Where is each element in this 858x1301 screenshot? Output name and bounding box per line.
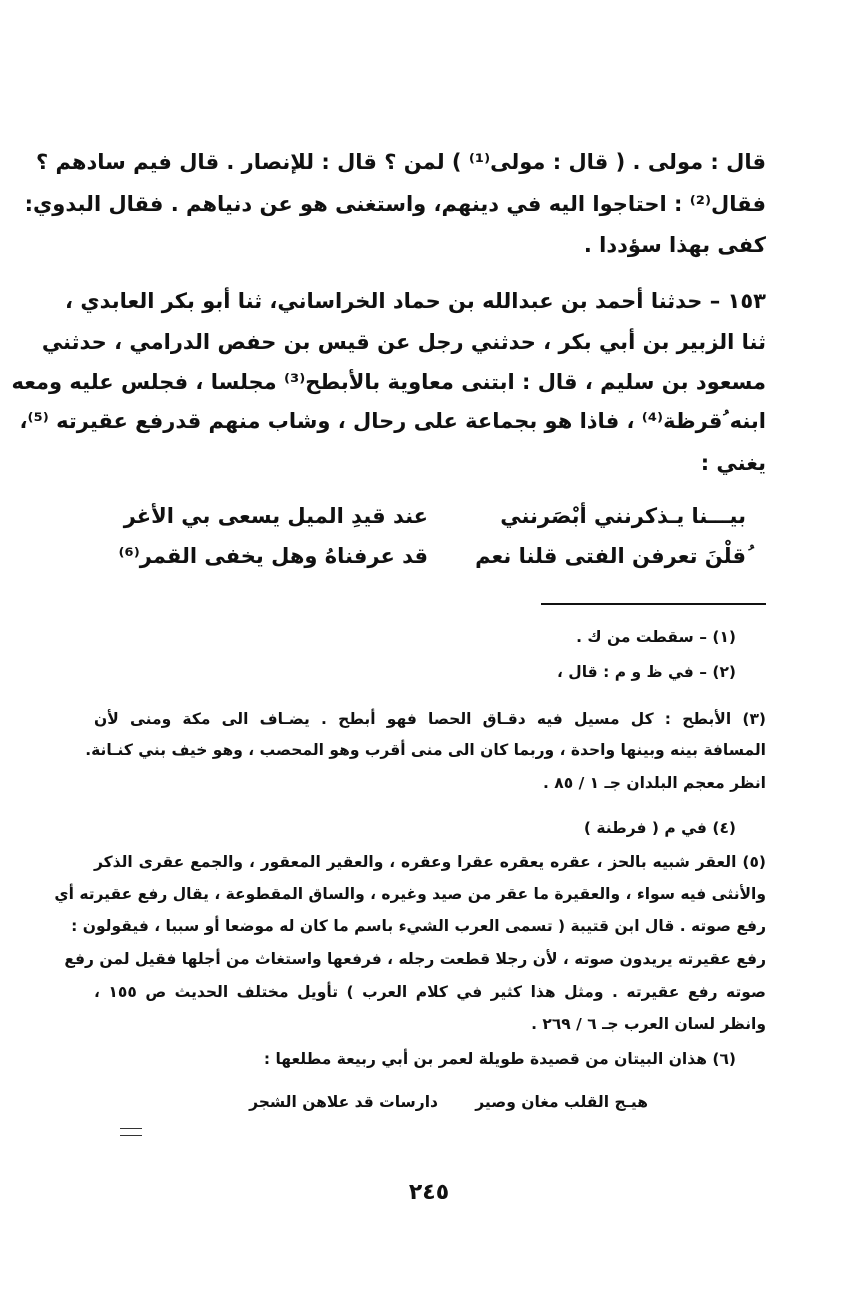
footnote-3-line-3: انظر معجم البلدان جـ ١ / ٨٥ . [542, 774, 766, 792]
verse-2-first-hemistich: ُقلْنَ تعرفن الفتى قلنا نعم [475, 544, 746, 568]
footnote-4: (٤) في م ( فرطنة ) [583, 819, 736, 837]
footnote-5-line-6: وانظر لسان العرب جـ ٦ / ٢٦٩ . [531, 1015, 766, 1033]
footnote-5-line-4: رفع عقيرته يريدون صوته ، لأن رجلا قطعت رجله ، فرفعها واستغاث من أجلها فقيل لمن رفع [64, 950, 766, 968]
hadith-line-2: ثنا الزبير بن أبي بكر ، حدثني رجل عن قيس بن حفص الدرامي ، حدثني [41, 330, 766, 354]
footnote-3-line-2: المسافة بينه وبينها واحدة ، وربما كان الى منى أقرب وهو المحصب ، وهو خيف بني كنـانة. [85, 741, 766, 759]
printer-mark [120, 1128, 142, 1136]
footnote-separator [541, 603, 766, 605]
footnote-5-line-1: (٥) العقر شبيه بالحز ، عقره يعقره عقرا وعقره ، والعقير المعقور ، والجمع عقرى الذكر [94, 853, 766, 871]
verse-1-second-hemistich: عند قيدِ الميل يسعى بي الأغر [123, 504, 428, 528]
body-line-2: فقال⁽²⁾ : احتاجوا اليه في دينهم، واستغنى هو عن دنياهم . فقال البدوي: [24, 192, 766, 216]
footnote-5-line-3: رفع صوته . قال ابن قتيبة ( تسمى العرب الشيء باسم ما كان له موضعا أو سببا ، فيقولون : [71, 917, 766, 935]
verse-2-second-hemistich: قد عرفناهُ وهل يخفى القمر⁽⁶⁾ [118, 544, 428, 568]
footnote-6-verse-second-hemistich: دارسات قد علاهن الشجر [249, 1093, 438, 1111]
page-number: ٢٤٥ [408, 1180, 450, 1205]
verse-1-first-hemistich: بيـــنا يـذكرنني أبْصَرنني [500, 504, 746, 528]
footnote-6-verse-first-hemistich: هيـج القلب مغان وصير [475, 1093, 648, 1111]
footnote-5-line-5: صوته رفع عقيرته . ومثل هذا كثير في كلام العرب ) تأويل مختلف الحديث ص ١٥٥ ، [94, 983, 766, 1001]
footnote-3-line-1: (٣) الأبطح : كل مسيل فيه دقـاق الحصا فهو أبطح . يضـاف الى مكة ومنى لأن [94, 710, 766, 728]
hadith-line-3: مسعود بن سليم ، قال : ابتنى معاوية بالأبطح⁽³⁾ مجلسا ، فجلس عليه ومعه [11, 370, 766, 394]
hadith-line-5: يغني : [700, 451, 766, 475]
footnote-1: (١) – سقطت من ك . [576, 628, 736, 646]
hadith-line-4: ابنه ُقرظة⁽⁴⁾ ، فاذا هو بجماعة على رحال ، وشاب منهم قدرفع عقيرته ⁽⁵⁾، [19, 409, 766, 433]
footnote-6: (٦) هذان البيتان من قصيدة طويلة لعمر بن أبي ربيعة مطلعها : [263, 1050, 736, 1068]
hadith-line-1: ١٥٣ – حدثنا أحمد بن عبدالله بن حماد الخراساني، ثنا أبو بكر العابدي ، [65, 289, 766, 313]
footnote-5-line-2: والأنثى فيه سواء ، والعقيرة ما عقر من صيد وغيره ، والساق المقطوعة ، يقال رفع عقيرته أي [54, 885, 766, 903]
body-line-3: كفى بهذا سؤددا . [583, 233, 766, 257]
footnote-2: (٢) – في ظ و م : قال ، [557, 663, 736, 681]
body-line-1: قال : مولى . ( قال : مولى⁽¹⁾ ) لمن ؟ قال : للإنصار . قال فيم سادهم ؟ [35, 150, 766, 174]
